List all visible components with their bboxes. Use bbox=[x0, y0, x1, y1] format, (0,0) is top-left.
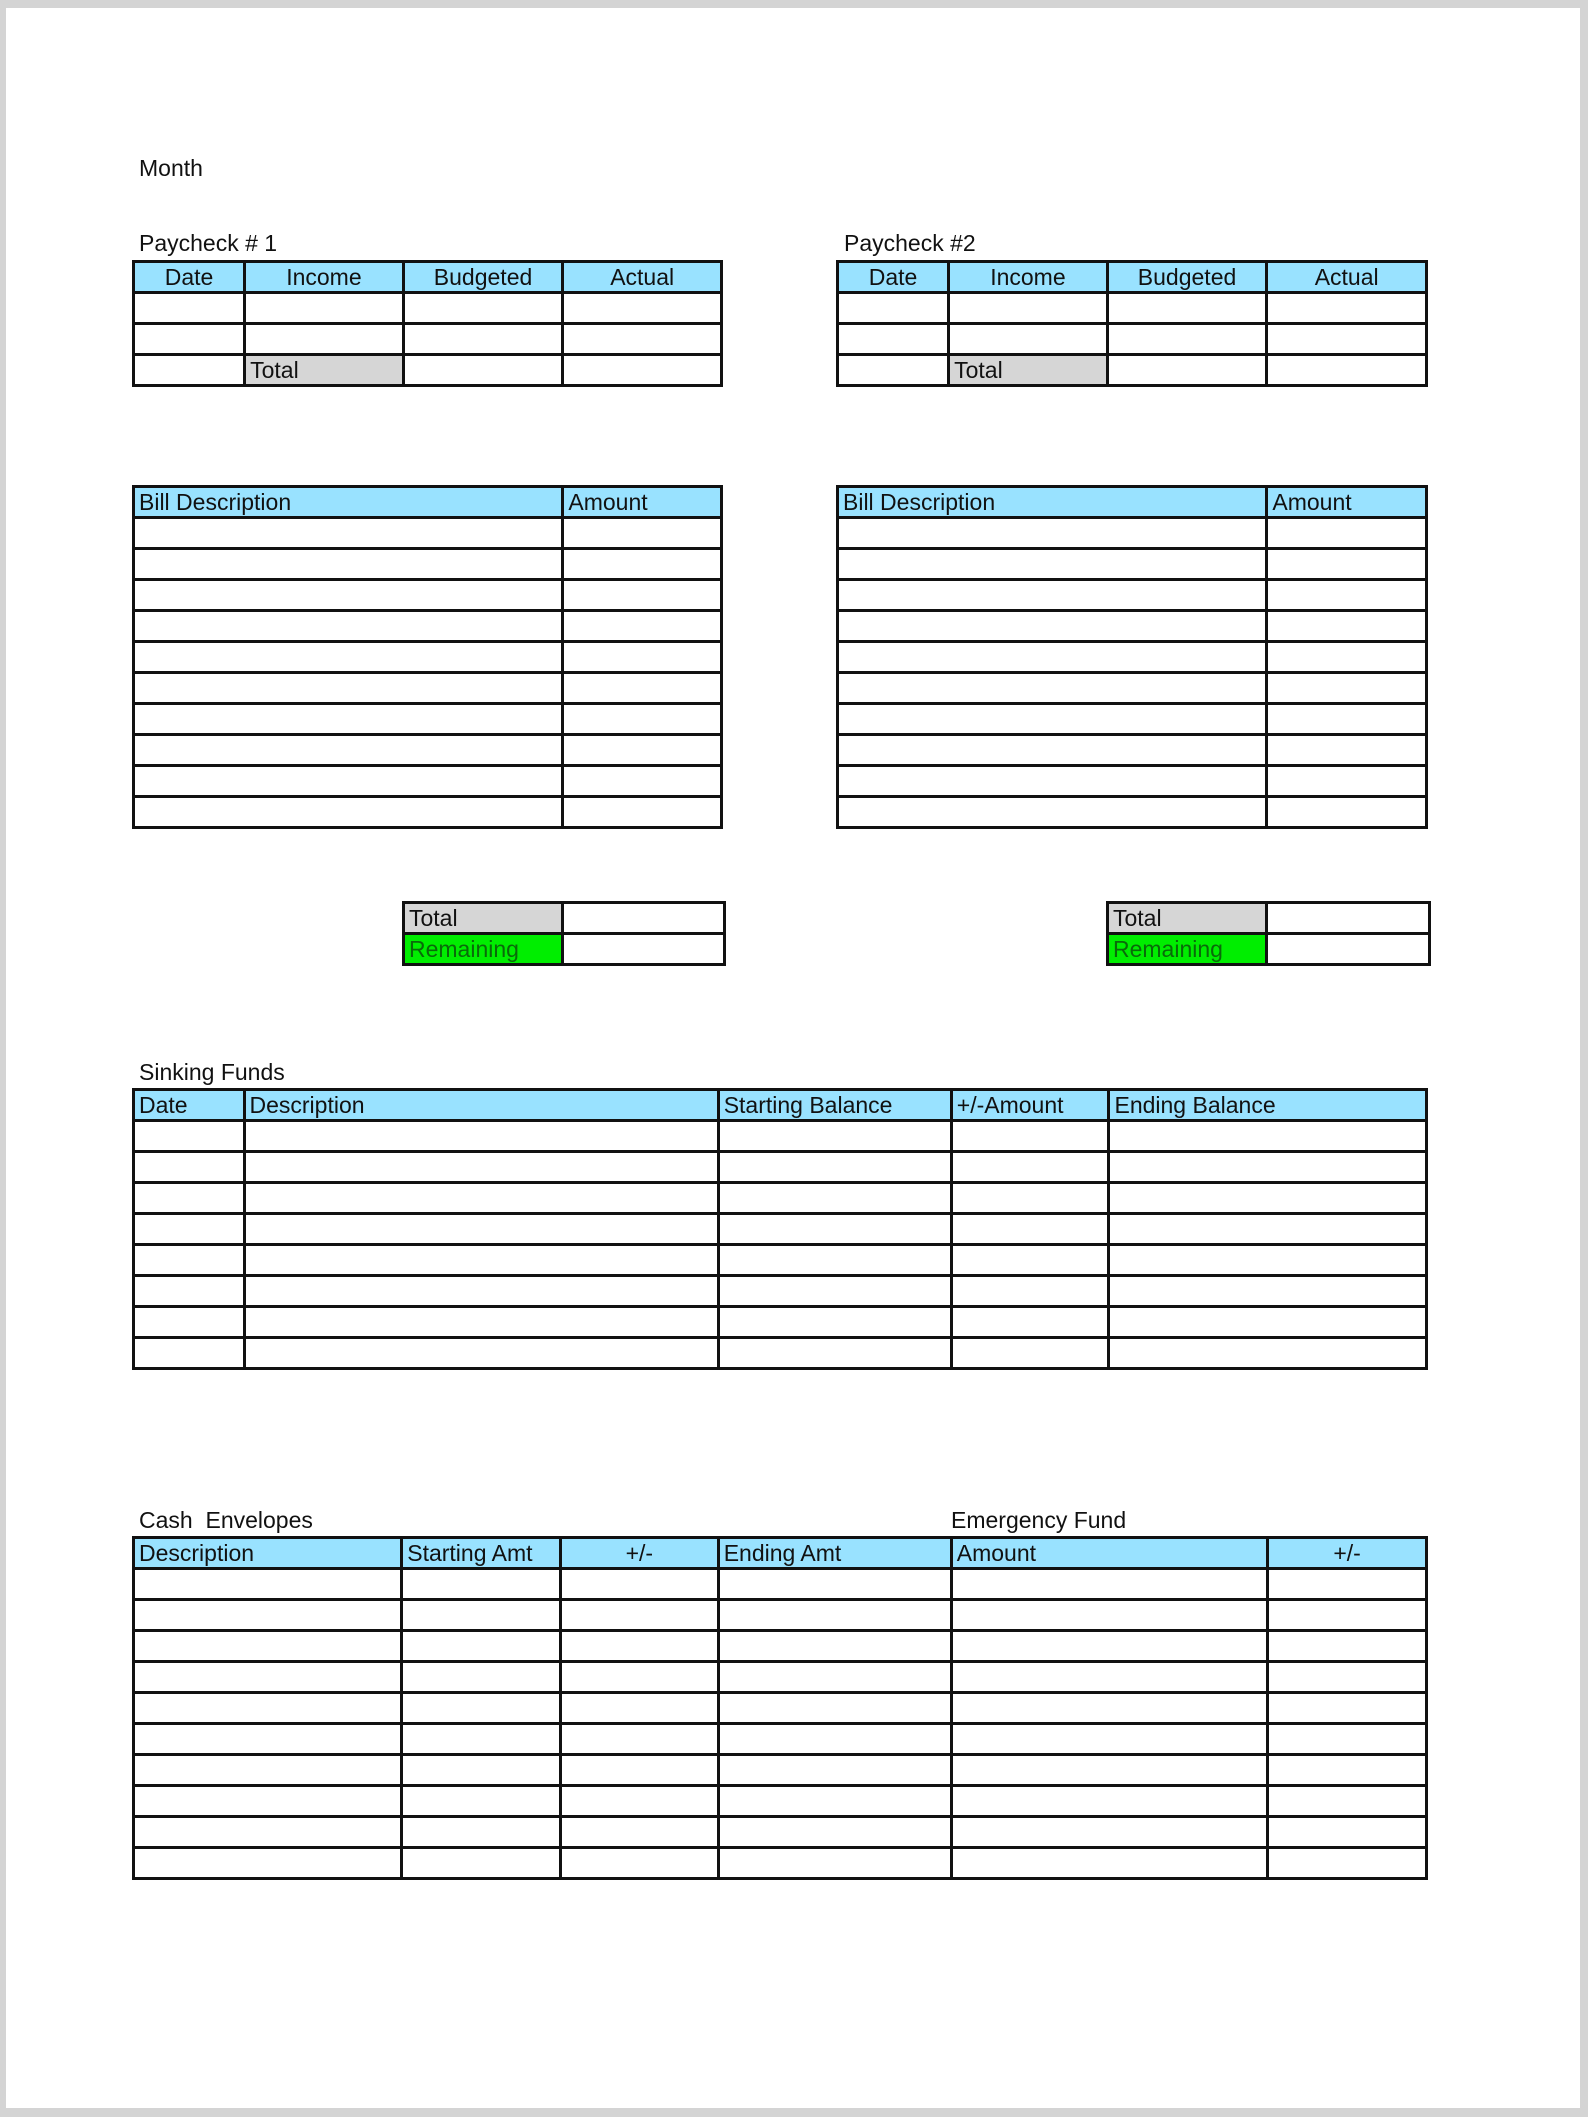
entry-cell[interactable] bbox=[563, 704, 722, 735]
entry-cell[interactable] bbox=[134, 518, 563, 549]
cash-envelopes-header-row bbox=[134, 1538, 1427, 1569]
cash-envelopes-header-plus-minus: +/- bbox=[560, 1538, 718, 1569]
entry-cell[interactable] bbox=[134, 1662, 402, 1693]
paycheck-1-header-budgeted: Budgeted bbox=[403, 262, 563, 293]
sinking-funds-title: Sinking Funds bbox=[139, 1059, 285, 1085]
entry-cell[interactable] bbox=[134, 355, 245, 386]
entry-cell[interactable] bbox=[402, 1662, 561, 1693]
entry-cell[interactable] bbox=[134, 1755, 402, 1786]
entry-cell[interactable] bbox=[949, 293, 1108, 324]
entry-cell[interactable] bbox=[1267, 735, 1427, 766]
cash-envelopes-emergency-table bbox=[132, 1536, 1428, 1880]
entry-cell[interactable] bbox=[560, 1569, 718, 1600]
entry-cell[interactable] bbox=[244, 1245, 718, 1276]
paycheck-2-title: Paycheck #2 bbox=[844, 230, 976, 256]
table-row bbox=[134, 611, 722, 642]
bills-1-header-description: Bill Description bbox=[134, 487, 563, 518]
entry-cell[interactable] bbox=[244, 1121, 718, 1152]
table-row bbox=[134, 1755, 1427, 1786]
entry-cell[interactable] bbox=[951, 1307, 1109, 1338]
entry-cell[interactable] bbox=[951, 1338, 1109, 1369]
cash-envelopes-title: Cash Envelopes bbox=[139, 1507, 313, 1533]
entry-cell[interactable] bbox=[134, 797, 563, 828]
entry-cell[interactable] bbox=[1267, 611, 1427, 642]
entry-cell[interactable] bbox=[718, 1662, 951, 1693]
entry-cell[interactable] bbox=[951, 1214, 1109, 1245]
cash-envelopes-header-starting-amt: Starting Amt bbox=[402, 1538, 561, 1569]
sinking-funds-table bbox=[132, 1088, 1428, 1370]
entry-cell[interactable] bbox=[403, 355, 563, 386]
entry-cell[interactable] bbox=[1267, 324, 1427, 355]
table-row bbox=[838, 549, 1427, 580]
table-row bbox=[134, 735, 722, 766]
entry-cell[interactable] bbox=[951, 1276, 1109, 1307]
entry-cell[interactable] bbox=[563, 735, 722, 766]
entry-cell[interactable] bbox=[134, 1276, 245, 1307]
entry-cell[interactable] bbox=[134, 704, 563, 735]
sinking-funds-header-starting-balance: Starting Balance bbox=[718, 1090, 951, 1121]
entry-cell[interactable] bbox=[1267, 934, 1430, 965]
entry-cell[interactable] bbox=[402, 1600, 561, 1631]
entry-cell[interactable] bbox=[560, 1755, 718, 1786]
emergency-fund-header-plus-minus: +/- bbox=[1268, 1538, 1427, 1569]
entry-cell[interactable] bbox=[1109, 1152, 1427, 1183]
entry-cell[interactable] bbox=[134, 642, 563, 673]
budget-worksheet-page bbox=[6, 8, 1580, 2108]
entry-cell[interactable] bbox=[718, 1245, 951, 1276]
paycheck-1-total-row bbox=[134, 355, 722, 386]
table-row bbox=[134, 1724, 1427, 1755]
entry-cell[interactable] bbox=[134, 1121, 245, 1152]
entry-cell[interactable] bbox=[134, 1245, 245, 1276]
table-row bbox=[134, 673, 722, 704]
bills-2-total-row bbox=[1108, 903, 1430, 934]
entry-cell[interactable] bbox=[1268, 1755, 1427, 1786]
entry-cell[interactable] bbox=[560, 1817, 718, 1848]
entry-cell[interactable] bbox=[563, 673, 722, 704]
entry-cell[interactable] bbox=[1109, 1245, 1427, 1276]
entry-cell[interactable] bbox=[951, 1693, 1267, 1724]
entry-cell[interactable] bbox=[838, 735, 1267, 766]
entry-cell[interactable] bbox=[718, 1338, 951, 1369]
entry-cell[interactable] bbox=[951, 1600, 1267, 1631]
table-row bbox=[134, 766, 722, 797]
entry-cell[interactable] bbox=[563, 797, 722, 828]
entry-cell[interactable] bbox=[563, 293, 722, 324]
table-row bbox=[134, 1307, 1427, 1338]
entry-cell[interactable] bbox=[1107, 293, 1267, 324]
entry-cell[interactable] bbox=[949, 324, 1108, 355]
sinking-funds-header-date: Date bbox=[134, 1090, 245, 1121]
bills-1-summary bbox=[402, 901, 726, 966]
bills-2-summary bbox=[1106, 901, 1431, 966]
entry-cell[interactable] bbox=[1268, 1724, 1427, 1755]
entry-cell[interactable] bbox=[838, 673, 1267, 704]
table-row bbox=[134, 704, 722, 735]
table-row bbox=[134, 1569, 1427, 1600]
paycheck-1-table bbox=[132, 260, 723, 387]
entry-cell[interactable] bbox=[403, 293, 563, 324]
entry-cell[interactable] bbox=[951, 1245, 1109, 1276]
entry-cell[interactable] bbox=[1109, 1307, 1427, 1338]
bills-2-header-row bbox=[838, 487, 1427, 518]
table-row bbox=[838, 797, 1427, 828]
entry-cell[interactable] bbox=[1267, 518, 1427, 549]
entry-cell[interactable] bbox=[1267, 797, 1427, 828]
entry-cell[interactable] bbox=[134, 1214, 245, 1245]
paycheck-1-total-label: Total bbox=[245, 355, 404, 386]
entry-cell[interactable] bbox=[951, 1786, 1267, 1817]
entry-cell[interactable] bbox=[718, 1121, 951, 1152]
entry-cell[interactable] bbox=[563, 580, 722, 611]
paycheck-1-header-income: Income bbox=[245, 262, 404, 293]
table-row bbox=[134, 293, 722, 324]
bills-2-header-amount: Amount bbox=[1267, 487, 1427, 518]
table-row bbox=[134, 1817, 1427, 1848]
entry-cell[interactable] bbox=[245, 293, 404, 324]
table-row bbox=[838, 642, 1427, 673]
entry-cell[interactable] bbox=[134, 549, 563, 580]
paycheck-2-header-actual: Actual bbox=[1267, 262, 1427, 293]
entry-cell[interactable] bbox=[951, 1569, 1267, 1600]
emergency-fund-title: Emergency Fund bbox=[951, 1507, 1127, 1533]
entry-cell[interactable] bbox=[718, 1214, 951, 1245]
paycheck-2-table bbox=[836, 260, 1428, 387]
table-row bbox=[838, 766, 1427, 797]
table-row bbox=[134, 1245, 1427, 1276]
table-row bbox=[134, 1693, 1427, 1724]
entry-cell[interactable] bbox=[402, 1569, 561, 1600]
sinking-funds-header-description: Description bbox=[244, 1090, 718, 1121]
table-row bbox=[134, 1338, 1427, 1369]
paycheck-2-header-income: Income bbox=[949, 262, 1108, 293]
entry-cell[interactable] bbox=[134, 1569, 402, 1600]
bills-1-remaining-row bbox=[404, 934, 725, 965]
entry-cell[interactable] bbox=[244, 1307, 718, 1338]
table-row bbox=[134, 1600, 1427, 1631]
bills-2-table bbox=[836, 485, 1428, 829]
entry-cell[interactable] bbox=[134, 611, 563, 642]
entry-cell[interactable] bbox=[402, 1693, 561, 1724]
entry-cell[interactable] bbox=[1267, 549, 1427, 580]
month-label: Month bbox=[139, 155, 203, 181]
entry-cell[interactable] bbox=[1109, 1214, 1427, 1245]
paycheck-1-title: Paycheck # 1 bbox=[139, 230, 278, 256]
table-row bbox=[134, 1183, 1427, 1214]
entry-cell[interactable] bbox=[134, 1183, 245, 1214]
entry-cell[interactable] bbox=[838, 797, 1267, 828]
entry-cell[interactable] bbox=[1268, 1662, 1427, 1693]
entry-cell[interactable] bbox=[403, 324, 563, 355]
paycheck-2-header-budgeted: Budgeted bbox=[1107, 262, 1267, 293]
entry-cell[interactable] bbox=[951, 1724, 1267, 1755]
entry-cell[interactable] bbox=[718, 1569, 951, 1600]
paycheck-2-header-row bbox=[838, 262, 1427, 293]
entry-cell[interactable] bbox=[951, 1183, 1109, 1214]
table-row bbox=[134, 1152, 1427, 1183]
entry-cell[interactable] bbox=[1267, 903, 1430, 934]
entry-cell[interactable] bbox=[563, 642, 722, 673]
entry-cell[interactable] bbox=[1267, 766, 1427, 797]
entry-cell[interactable] bbox=[718, 1724, 951, 1755]
bills-2-remaining-label: Remaining bbox=[1108, 934, 1267, 965]
entry-cell[interactable] bbox=[1109, 1121, 1427, 1152]
entry-cell[interactable] bbox=[134, 293, 245, 324]
bills-1-total-row bbox=[404, 903, 725, 934]
entry-cell[interactable] bbox=[1267, 704, 1427, 735]
cash-envelopes-header-description: Description bbox=[134, 1538, 402, 1569]
table-row bbox=[838, 611, 1427, 642]
entry-cell[interactable] bbox=[1109, 1183, 1427, 1214]
table-row bbox=[134, 1662, 1427, 1693]
entry-cell[interactable] bbox=[951, 1848, 1267, 1879]
entry-cell[interactable] bbox=[402, 1848, 561, 1879]
table-row bbox=[134, 518, 722, 549]
table-row bbox=[838, 673, 1427, 704]
entry-cell[interactable] bbox=[718, 1693, 951, 1724]
entry-cell[interactable] bbox=[134, 1338, 245, 1369]
table-row bbox=[838, 580, 1427, 611]
entry-cell[interactable] bbox=[563, 355, 722, 386]
entry-cell[interactable] bbox=[560, 1631, 718, 1662]
entry-cell[interactable] bbox=[718, 1276, 951, 1307]
entry-cell[interactable] bbox=[402, 1786, 561, 1817]
table-row bbox=[134, 1276, 1427, 1307]
cash-envelopes-header-ending-amt: Ending Amt bbox=[718, 1538, 951, 1569]
entry-cell[interactable] bbox=[563, 518, 722, 549]
entry-cell[interactable] bbox=[1107, 324, 1267, 355]
entry-cell[interactable] bbox=[1109, 1338, 1427, 1369]
entry-cell[interactable] bbox=[1267, 355, 1427, 386]
entry-cell[interactable] bbox=[1268, 1600, 1427, 1631]
entry-cell[interactable] bbox=[560, 1600, 718, 1631]
bills-1-remaining-label: Remaining bbox=[404, 934, 563, 965]
entry-cell[interactable] bbox=[134, 1724, 402, 1755]
entry-cell[interactable] bbox=[1268, 1693, 1427, 1724]
entry-cell[interactable] bbox=[402, 1755, 561, 1786]
table-row bbox=[134, 324, 722, 355]
table-row bbox=[838, 518, 1427, 549]
entry-cell[interactable] bbox=[718, 1848, 951, 1879]
entry-cell[interactable] bbox=[718, 1631, 951, 1662]
table-row bbox=[134, 1786, 1427, 1817]
entry-cell[interactable] bbox=[951, 1817, 1267, 1848]
sinking-funds-header-amount: +/-Amount bbox=[951, 1090, 1109, 1121]
table-row bbox=[134, 580, 722, 611]
entry-cell[interactable] bbox=[1268, 1786, 1427, 1817]
bills-2-remaining-row bbox=[1108, 934, 1430, 965]
table-row bbox=[838, 735, 1427, 766]
entry-cell[interactable] bbox=[563, 611, 722, 642]
entry-cell[interactable] bbox=[718, 1786, 951, 1817]
entry-cell[interactable] bbox=[134, 735, 563, 766]
entry-cell[interactable] bbox=[1268, 1569, 1427, 1600]
paycheck-1-header-row bbox=[134, 262, 722, 293]
entry-cell[interactable] bbox=[1268, 1848, 1427, 1879]
entry-cell[interactable] bbox=[245, 324, 404, 355]
entry-cell[interactable] bbox=[134, 1817, 402, 1848]
entry-cell[interactable] bbox=[402, 1631, 561, 1662]
table-row bbox=[134, 797, 722, 828]
entry-cell[interactable] bbox=[1267, 580, 1427, 611]
entry-cell[interactable] bbox=[402, 1817, 561, 1848]
entry-cell[interactable] bbox=[563, 934, 725, 965]
entry-cell[interactable] bbox=[951, 1121, 1109, 1152]
entry-cell[interactable] bbox=[134, 1152, 245, 1183]
entry-cell[interactable] bbox=[134, 1848, 402, 1879]
entry-cell[interactable] bbox=[244, 1183, 718, 1214]
entry-cell[interactable] bbox=[244, 1152, 718, 1183]
entry-cell[interactable] bbox=[134, 580, 563, 611]
paycheck-1-header-actual: Actual bbox=[563, 262, 722, 293]
emergency-fund-header-amount: Amount bbox=[951, 1538, 1267, 1569]
entry-cell[interactable] bbox=[838, 642, 1267, 673]
entry-cell[interactable] bbox=[134, 1631, 402, 1662]
entry-cell[interactable] bbox=[1268, 1631, 1427, 1662]
entry-cell[interactable] bbox=[838, 293, 949, 324]
table-row bbox=[134, 1848, 1427, 1879]
entry-cell[interactable] bbox=[1268, 1817, 1427, 1848]
entry-cell[interactable] bbox=[244, 1276, 718, 1307]
entry-cell[interactable] bbox=[563, 324, 722, 355]
paycheck-1-header-date: Date bbox=[134, 262, 245, 293]
entry-cell[interactable] bbox=[718, 1307, 951, 1338]
entry-cell[interactable] bbox=[838, 549, 1267, 580]
entry-cell[interactable] bbox=[563, 549, 722, 580]
sinking-funds-header-ending-balance: Ending Balance bbox=[1109, 1090, 1427, 1121]
sinking-funds-header-row bbox=[134, 1090, 1427, 1121]
entry-cell[interactable] bbox=[134, 1600, 402, 1631]
table-row bbox=[838, 293, 1427, 324]
entry-cell[interactable] bbox=[838, 611, 1267, 642]
bills-2-header-description: Bill Description bbox=[838, 487, 1267, 518]
entry-cell[interactable] bbox=[1267, 642, 1427, 673]
entry-cell[interactable] bbox=[560, 1848, 718, 1879]
entry-cell[interactable] bbox=[563, 766, 722, 797]
bills-2-total-label: Total bbox=[1108, 903, 1267, 934]
table-row bbox=[838, 704, 1427, 735]
table-row bbox=[134, 642, 722, 673]
table-row bbox=[134, 1121, 1427, 1152]
paycheck-2-header-date: Date bbox=[838, 262, 949, 293]
entry-cell[interactable] bbox=[951, 1631, 1267, 1662]
entry-cell[interactable] bbox=[838, 518, 1267, 549]
entry-cell[interactable] bbox=[134, 1307, 245, 1338]
entry-cell[interactable] bbox=[134, 324, 245, 355]
entry-cell[interactable] bbox=[838, 704, 1267, 735]
paycheck-2-total-label: Total bbox=[949, 355, 1108, 386]
entry-cell[interactable] bbox=[560, 1786, 718, 1817]
bills-1-header-row bbox=[134, 487, 722, 518]
entry-cell[interactable] bbox=[838, 580, 1267, 611]
entry-cell[interactable] bbox=[951, 1152, 1109, 1183]
table-row bbox=[838, 324, 1427, 355]
table-row bbox=[134, 549, 722, 580]
entry-cell[interactable] bbox=[718, 1600, 951, 1631]
bills-1-header-amount: Amount bbox=[563, 487, 722, 518]
entry-cell[interactable] bbox=[951, 1662, 1267, 1693]
entry-cell[interactable] bbox=[1109, 1276, 1427, 1307]
entry-cell[interactable] bbox=[1267, 673, 1427, 704]
entry-cell[interactable] bbox=[838, 324, 949, 355]
entry-cell[interactable] bbox=[560, 1724, 718, 1755]
entry-cell[interactable] bbox=[718, 1152, 951, 1183]
entry-cell[interactable] bbox=[560, 1693, 718, 1724]
entry-cell[interactable] bbox=[838, 766, 1267, 797]
bills-1-table bbox=[132, 485, 723, 829]
entry-cell[interactable] bbox=[134, 673, 563, 704]
entry-cell[interactable] bbox=[560, 1662, 718, 1693]
entry-cell[interactable] bbox=[718, 1755, 951, 1786]
entry-cell[interactable] bbox=[134, 1786, 402, 1817]
entry-cell[interactable] bbox=[134, 766, 563, 797]
entry-cell[interactable] bbox=[718, 1817, 951, 1848]
table-row bbox=[134, 1631, 1427, 1662]
entry-cell[interactable] bbox=[244, 1214, 718, 1245]
entry-cell[interactable] bbox=[718, 1183, 951, 1214]
entry-cell[interactable] bbox=[402, 1724, 561, 1755]
entry-cell[interactable] bbox=[134, 1693, 402, 1724]
entry-cell[interactable] bbox=[1107, 355, 1267, 386]
entry-cell[interactable] bbox=[1267, 293, 1427, 324]
paycheck-2-total-row bbox=[838, 355, 1427, 386]
bills-1-total-label: Total bbox=[404, 903, 563, 934]
table-row bbox=[134, 1214, 1427, 1245]
entry-cell[interactable] bbox=[838, 355, 949, 386]
entry-cell[interactable] bbox=[563, 903, 725, 934]
entry-cell[interactable] bbox=[951, 1755, 1267, 1786]
entry-cell[interactable] bbox=[244, 1338, 718, 1369]
